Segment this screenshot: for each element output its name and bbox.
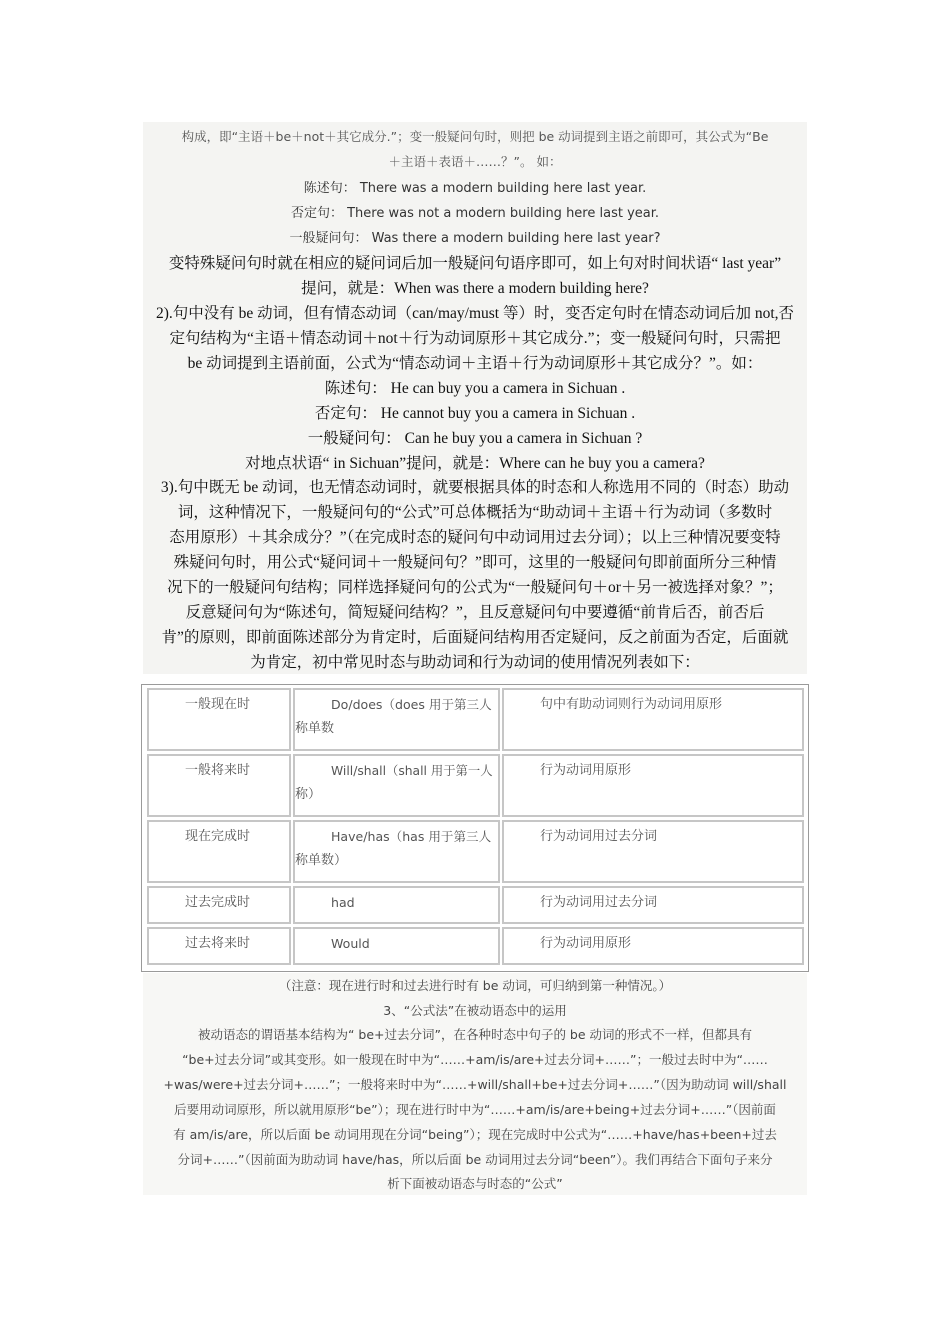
table-cell-tense: 过去完成时 <box>147 886 291 924</box>
table-cell-auxiliary: Have/has（has 用于第三人 称单数） <box>293 820 500 883</box>
text-line: 提问，就是：When was there a modern building here? <box>301 280 649 297</box>
text-line: 况下的一般疑问句结构；同样选择疑问句的公式为“一般疑问句＋or＋另一被选择对象？”； <box>167 579 783 596</box>
text-line: 析下面被动语态与时态的“公式” <box>387 1176 563 1191</box>
text-line: 2).句中没有 be 动词，但有情态动词（can/may/must 等）时，变否定句时在情态动词后加 not,否 <box>155 305 795 322</box>
text-line: +was/were+过去分词+……”；一般将来时中为“……+will/shall+be+过去分词+……”（因为助动词 will/shall <box>163 1077 787 1092</box>
table-cell-auxiliary: Would <box>293 927 500 965</box>
text-line: ＋主语＋表语＋……？”。 如： <box>388 154 562 169</box>
table-cell-verb: 行为动词用过去分词 <box>502 886 804 924</box>
table-note: （注意：现在进行时和过去进行时有 be 动词，可归纳到第一种情况。） <box>278 978 672 993</box>
table-cell-verb: 行为动词用原形 <box>502 754 804 817</box>
text-line: “be+过去分词”或其变形。如一般现在时中为“……+am/is/are+过去分词+……”；一般过去时中为“…… <box>182 1052 768 1067</box>
table-cell-verb: 行为动词用过去分词 <box>502 820 804 883</box>
table-cell-auxiliary: Will/shall（shall 用于第一人 称） <box>293 754 500 817</box>
table-cell-tense: 一般现在时 <box>147 688 291 751</box>
text-line: be 动词提到主语前面，公式为“情态动词＋主语＋行为动词原形＋其它成分？”。如： <box>187 355 763 372</box>
text-line: 对地点状语“ in Sichuan”提问，就是：Where can he buy you a camera? <box>245 455 705 472</box>
example-statement: 陈述句： There was a modern building here last year. <box>303 181 647 196</box>
example-negative: 否定句： He cannot buy you a camera in Sichuan . <box>314 405 636 422</box>
text-line: 构成，即“主语＋be＋not＋其它成分.”；变一般疑问句时，则把 be 动词提到主语之前即可，其公式为“Be <box>181 129 769 144</box>
example-negative: 否定句： There was not a modern building here last year. <box>290 206 660 221</box>
text-line: 态用原形）＋其余成分？”（在完成时态的疑问句中动词用过去分词）；以上三种情况要变特 <box>169 529 781 546</box>
text-line: 分词+……”（因前面为助动词 have/has，所以后面 be 动词用过去分词“been”）。我们再结合下面句子来分 <box>177 1152 773 1167</box>
table-cell-tense: 过去将来时 <box>147 927 291 965</box>
text-line: 反意疑问句为“陈述句，简短疑问结构？”，且反意疑问句中要遵循“前肯后否，前否后 <box>185 604 765 621</box>
text-line: 变特殊疑问句时就在相应的疑问词后加一般疑问句语序即可，如上句对时间状语“ last year” <box>168 255 782 272</box>
tense-table <box>141 684 809 972</box>
text-line: 殊疑问句时，用公式“疑问词＋一般疑问句？”即可，这里的一般疑问句即前面所分三种情 <box>173 554 777 571</box>
text-line: 为肯定，初中常见时态与助动词和行为动词的使用情况列表如下： <box>250 654 700 671</box>
text-line: 后要用动词原形，所以就用原形“be”）；现在进行时中为“……+am/is/are+being+过去分词+……”（因前面 <box>174 1102 776 1117</box>
table-cell-verb: 句中有助动词则行为动词用原形 <box>502 688 804 751</box>
text-line: 有 am/is/are，所以后面 be 动词用现在分词“being”）；现在完成时中公式为“……+have/has+been+过去 <box>173 1127 777 1142</box>
table-cell-tense: 现在完成时 <box>147 820 291 883</box>
section-heading: 3、“公式法”在被动语态中的运用 <box>383 1003 567 1018</box>
example-question: 一般疑问句： Can he buy you a camera in Sichuan ? <box>307 430 643 447</box>
text-line: 3).句中既无 be 动词，也无情态动词时，就要根据具体的时态和人称选用不同的（时态）助动 <box>160 479 790 496</box>
text-line: 定句结构为“主语＋情态动词＋not＋行为动词原形＋其它成分.”；变一般疑问句时，只需把 <box>169 330 781 347</box>
table-cell-tense: 一般将来时 <box>147 754 291 817</box>
text-line: 词，这种情况下，一般疑问句的“公式”可总体概括为“助动词＋主语＋行为动词（多数时 <box>177 504 773 521</box>
table-cell-auxiliary: had <box>293 886 500 924</box>
table-cell-auxiliary: Do/does（does 用于第三人 称单数 <box>293 688 500 751</box>
example-question: 一般疑问句： Was there a modern building here last year? <box>289 231 661 246</box>
example-statement: 陈述句： He can buy you a camera in Sichuan . <box>324 380 626 397</box>
text-line: 肯”的原则，即前面陈述部分为肯定时，后面疑问结构用否定疑问，反之前面为否定，后面就 <box>161 629 789 646</box>
text-line: 被动语态的谓语基本结构为“ be+过去分词”，在各种时态中句子的 be 动词的形式不一样，但都具有 <box>197 1027 753 1042</box>
table-cell-verb: 行为动词用原形 <box>502 927 804 965</box>
